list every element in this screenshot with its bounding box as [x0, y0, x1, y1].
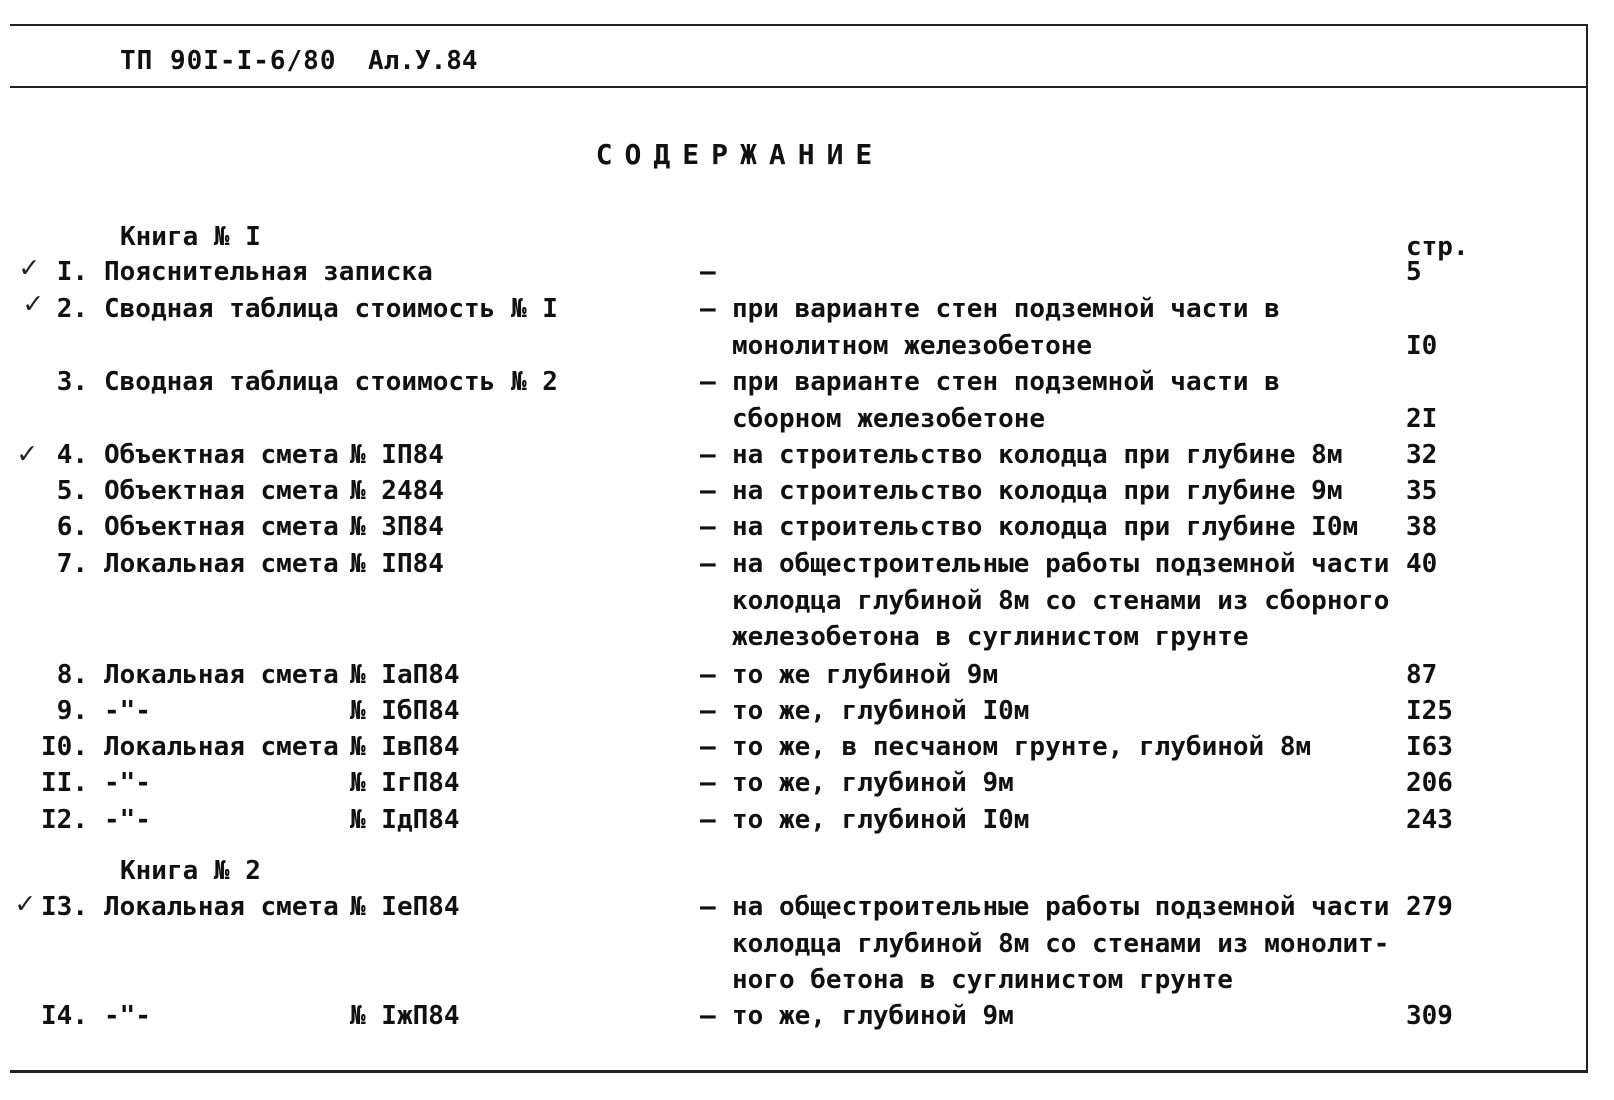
item-title: Локальная смета [104, 732, 339, 762]
item-dash: – [700, 660, 716, 690]
item-number: II. [41, 768, 88, 798]
item-description: то же, глубиной I0м [732, 805, 1030, 835]
item-title: Объектная смета [104, 440, 339, 470]
page-column-label: стр. [1406, 232, 1469, 262]
item-dash: – [700, 768, 716, 798]
item-dash: – [700, 512, 716, 542]
book-2-heading: Книга № 2 [120, 856, 261, 886]
item-number: I0. [41, 732, 88, 762]
item-dash: – [700, 476, 716, 506]
item-description-continued: железобетона в суглинистом грунте [732, 622, 1249, 652]
item-title: Объектная смета [104, 476, 339, 506]
item-title: Локальная смета [104, 892, 339, 922]
item-number: 8. [56, 660, 88, 690]
header-rule [10, 86, 1588, 88]
item-description-continued: ного бетона в суглинистом грунте [732, 965, 1233, 995]
item-dash: – [700, 549, 716, 579]
item-reference: № 2484 [350, 476, 444, 506]
item-title: -"- [104, 1001, 151, 1031]
item-dash: – [700, 732, 716, 762]
item-dash: – [700, 1001, 716, 1031]
frame-top-line [10, 24, 1588, 26]
item-description: при варианте стен подземной части в [732, 294, 1280, 324]
item-number: 6. [56, 512, 88, 542]
check-mark-icon: ✓ [20, 250, 39, 285]
item-reference: № IдП84 [350, 805, 460, 835]
item-reference: № IеП84 [350, 892, 460, 922]
item-reference: № IгП84 [350, 768, 460, 798]
item-title: -"- [104, 768, 151, 798]
item-number: I. [56, 257, 88, 287]
frame-bottom-line [10, 1070, 1588, 1073]
page-number: 243 [1406, 805, 1453, 835]
item-title: Пояснительная записка [104, 257, 433, 287]
item-description: то же, глубиной I0м [732, 696, 1030, 726]
item-description: то же глубиной 9м [732, 660, 999, 690]
item-dash: – [700, 696, 716, 726]
item-description: на общестроительные работы подземной части [732, 549, 1390, 579]
check-mark-icon: ✓ [24, 286, 43, 321]
book-1-heading: Книга № I [120, 222, 261, 252]
item-description-continued: колодца глубиной 8м со стенами из монолит- [732, 928, 1390, 959]
item-title: Сводная таблица стоимость № I [104, 294, 558, 324]
item-description: на общестроительные работы подземной части [732, 892, 1390, 922]
item-reference: № IаП84 [350, 660, 460, 690]
item-dash: – [700, 892, 716, 922]
document-code: ТП 90I-I-6/80 [120, 46, 337, 76]
item-reference: № IП84 [350, 549, 444, 579]
item-reference: № 3П84 [350, 512, 444, 542]
check-mark-icon: ✓ [18, 436, 37, 471]
item-number: I2. [41, 805, 88, 835]
item-reference: № IжП84 [350, 1001, 460, 1031]
item-reference: № IП84 [350, 440, 444, 470]
item-description: на строительство колодца при глубине I0м [732, 512, 1359, 542]
page-number: 2I [1406, 403, 1438, 434]
item-number: I4. [41, 1001, 88, 1031]
item-description: при варианте стен подземной части в [732, 367, 1280, 397]
item-number: 9. [56, 696, 88, 726]
item-description: то же, в песчаном грунте, глубиной 8м [732, 732, 1312, 762]
page-number: 32 [1406, 440, 1438, 470]
item-description: на строительство колодца при глубине 8м [732, 440, 1343, 470]
frame-right-line [1586, 24, 1588, 1070]
item-description: то же, глубиной 9м [732, 768, 1014, 798]
page-number: 309 [1406, 1001, 1453, 1031]
item-number: 5. [56, 476, 88, 506]
item-number: I3. [41, 892, 88, 922]
check-mark-icon: ✓ [16, 886, 35, 921]
page-number: I63 [1406, 732, 1453, 762]
item-dash: – [700, 440, 716, 470]
item-title: -"- [104, 805, 151, 835]
item-dash: – [700, 257, 716, 287]
page-number: I25 [1406, 696, 1453, 726]
item-title: Объектная смета [104, 512, 339, 542]
item-dash: – [700, 367, 716, 397]
item-dash: – [700, 294, 716, 324]
page-number: 40 [1406, 549, 1438, 579]
item-number: 2. [56, 294, 88, 324]
item-reference: № IвП84 [350, 732, 460, 762]
item-reference: № IбП84 [350, 696, 460, 726]
page-number: 279 [1406, 892, 1453, 922]
item-number: 3. [56, 367, 88, 397]
item-number: 4. [56, 440, 88, 470]
page-number: 35 [1406, 476, 1438, 506]
item-number: 7. [56, 549, 88, 579]
item-title: -"- [104, 696, 151, 726]
page-number: 87 [1406, 660, 1438, 690]
item-description: на строительство колодца при глубине 9м [732, 476, 1343, 506]
item-description-continued: монолитном железобетоне [732, 330, 1093, 361]
page-number: 38 [1406, 512, 1438, 542]
page-number: 5 [1406, 257, 1422, 287]
page-title: СОДЕРЖАНИЕ [595, 138, 885, 171]
page-number: 206 [1406, 768, 1453, 798]
item-title: Локальная смета [104, 549, 339, 579]
item-title: Локальная смета [104, 660, 339, 690]
item-title: Сводная таблица стоимость № 2 [104, 367, 558, 397]
item-dash: – [700, 805, 716, 835]
item-description-continued: колодца глубиной 8м со стенами из сборного [732, 585, 1390, 616]
page-number: I0 [1406, 330, 1438, 361]
item-description-continued: сборном железобетоне [732, 403, 1046, 434]
sheet-number: Ал.У.84 [368, 46, 478, 76]
item-description: то же, глубиной 9м [732, 1001, 1014, 1031]
